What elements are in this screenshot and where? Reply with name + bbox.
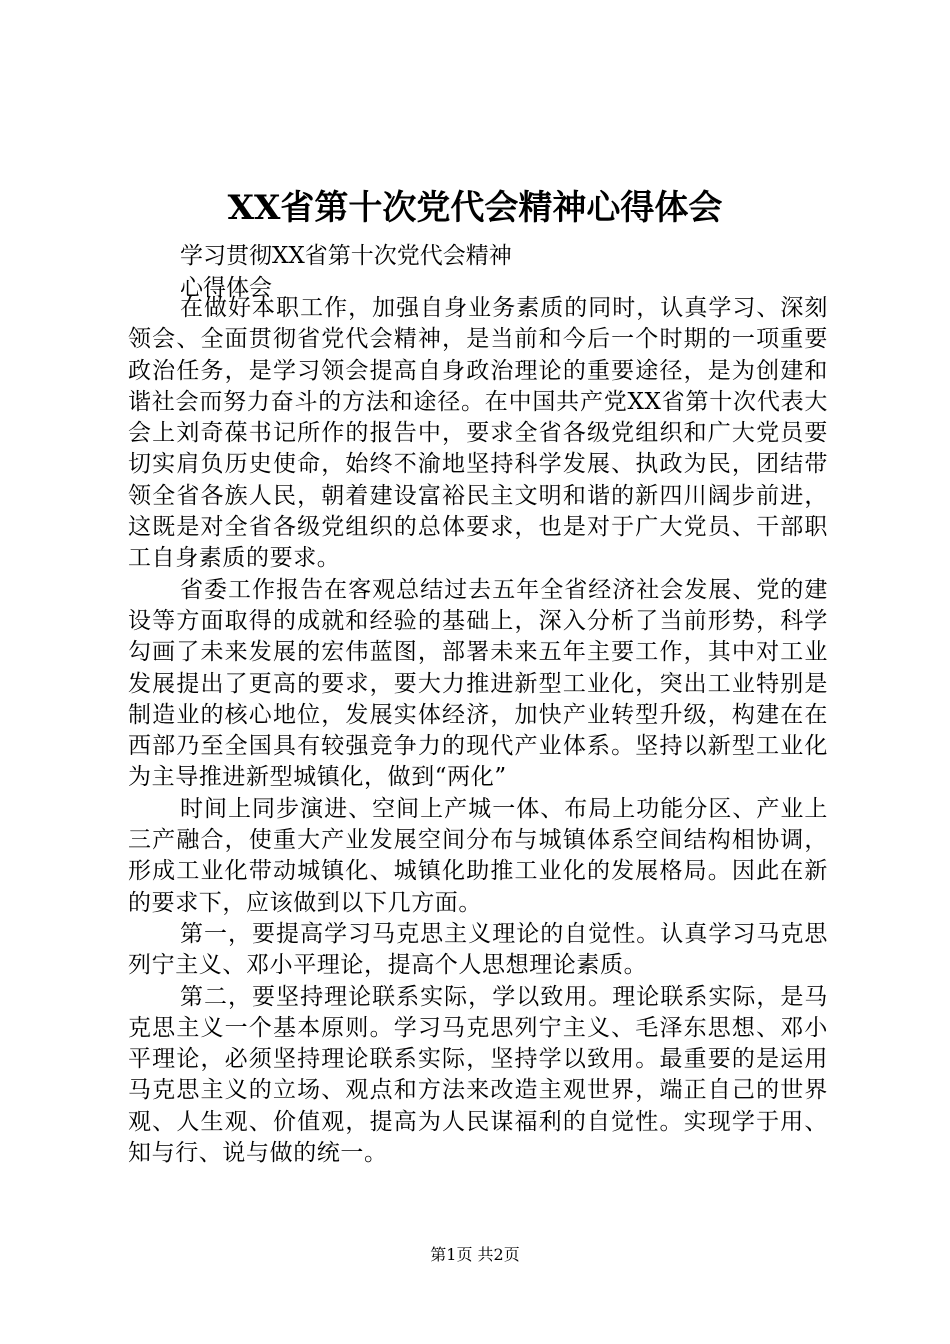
subtitle-line-2: 心得体会 [180,275,272,301]
document-title: XX省第十次党代会精神心得体会 [227,188,723,228]
paragraph-5: 第二，要坚持理论联系实际，学以致用。理论联系实际，是马克思主义一个基本原则。学习马克思列宁主义、毛泽东思想、邓小平理论，必须坚持理论联系实际，坚持学以致用。最重要的是运用马克思主义的立场、观点和方法来改造主观世界，端正自己的世界观、人生观、价值观，提高为人民谋福利的自觉性。实现学于用、知与行、说与做的统一。 [128,983,828,1167]
document-body [128,293,828,1169]
page-footer: 第1页 共2页 [430,1245,520,1264]
paragraph-4: 第一，要提高学习马克思主义理论的自觉性。认真学习马克思列宁主义、邓小平理论，提高个人思想理论素质。 [128,920,828,979]
paragraph-1: 在做好本职工作，加强自身业务素质的同时，认真学习、深刻领会、全面贯彻省党代会精神，是当前和今后一个时期的一项重要政治任务，是学习领会提高自身政治理论的重要途径，是为创建和谐社会而努力奋斗的方法和途径。在中国共产党XX省第十次代表大会上刘奇葆书记所作的报告中，要求全省各级党组织和广大党员要切实肩负历史使命，始终不渝地坚持科学发展、执政为民，团结带领全省各族人民，朝着建设富裕民主文明和谐的新四川阔步前进，这既是对全省各级党组织的总体要求，也是对于广大党员、干部职工自身素质的要求。 [128,295,828,572]
paragraph-3: 时间上同步演进、空间上产城一体、布局上功能分区、产业上三产融合，使重大产业发展空间分布与城镇体系空间结构相协调，形成工业化带动城镇化、城镇化助推工业化的发展格局。因此在新的要求下，应该做到以下几方面。 [128,795,828,916]
paragraph-2: 省委工作报告在客观总结过去五年全省经济社会发展、党的建设等方面取得的成就和经验的基础上，深入分析了当前形势，科学勾画了未来发展的宏伟蓝图，部署未来五年主要工作，其中对工业发展提出了更高的要求，要大力推进新型工业化，突出工业特别是制造业的核心地位，发展实体经济，加快产业转型升级，构建在在西部乃至全国具有较强竞争力的现代产业体系。坚持以新型工业化为主导推进新型城镇化，做到“两化” [128,576,828,791]
subtitle-line-1: 学习贯彻XX省第十次党代会精神 [180,243,512,269]
